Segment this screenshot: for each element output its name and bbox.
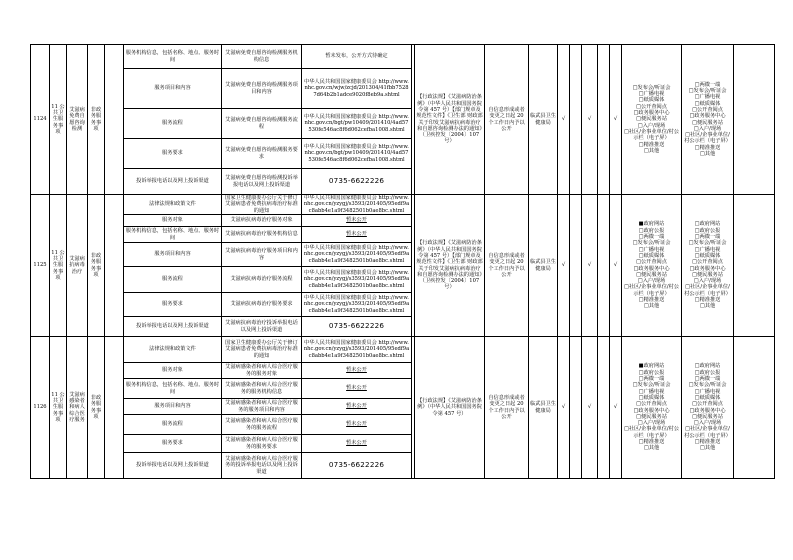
channel-option: □精准推送 bbox=[638, 438, 665, 445]
item-blank bbox=[105, 337, 124, 479]
channel-option: □其他 bbox=[699, 445, 716, 452]
channel-option: □广播电视 bbox=[638, 246, 665, 253]
disclosure-content-text: 中华人民共和国国家健康委员会 http://www.nhc.gov.cn/yzygj/s3593/201405/95edf9ac8abb4e1a9f3482501b0ae8bc.shtml bbox=[303, 245, 410, 264]
level-county-check bbox=[610, 195, 622, 337]
channels-town bbox=[682, 45, 734, 195]
disclosure-basis-doc bbox=[222, 243, 302, 267]
channel-option: □便民服务站 bbox=[692, 413, 723, 420]
scope-specific-check bbox=[570, 195, 582, 337]
disclosure-table bbox=[30, 44, 775, 479]
channel-option: □社区/企事业单位/村公示栏（电子屏） bbox=[684, 284, 731, 297]
item-blank bbox=[105, 45, 124, 195]
disclosure-item-text: 服务要求 bbox=[162, 440, 183, 447]
level-county-check bbox=[610, 337, 622, 479]
item-category bbox=[50, 195, 67, 337]
item-category bbox=[50, 45, 67, 195]
disclosure-item bbox=[124, 435, 222, 453]
channel-option: □其他 bbox=[643, 445, 660, 452]
disclosure-item bbox=[124, 363, 222, 379]
remarks-col bbox=[734, 195, 775, 337]
channel-option: □精准推送 bbox=[694, 438, 721, 445]
disclosure-item bbox=[124, 399, 222, 415]
disclosure-basis-doc-text: 艾滋病抗病毒治疗服务项目和内容 bbox=[225, 248, 298, 261]
channel-option: □便民服务站 bbox=[636, 271, 667, 278]
disclosure-content bbox=[302, 109, 412, 139]
disclosure-content bbox=[302, 69, 412, 109]
disclosure-basis-doc-text: 艾滋病免费自愿咨询检测服务机构信息 bbox=[225, 50, 298, 63]
disclosure-basis-doc bbox=[222, 195, 302, 215]
disclosure-item bbox=[124, 139, 222, 169]
method-active-check bbox=[582, 195, 598, 337]
channels-county bbox=[622, 45, 682, 195]
channel-option: □政务服务中心 bbox=[633, 110, 670, 117]
disclosure-content-text: 暂未发布，公开方式待确定 bbox=[325, 53, 388, 60]
item-type bbox=[88, 337, 105, 479]
channel-option: □便民服务站 bbox=[636, 116, 667, 123]
disclosure-item-text: 投诉举报电话以及网上投诉渠道 bbox=[136, 323, 209, 330]
disclosure-time-text: 自信息形成或者变更之日起 20 个工作日内予以公开 bbox=[488, 394, 525, 420]
channel-option: ■政府网站 bbox=[638, 221, 665, 228]
method-request-check bbox=[598, 195, 610, 337]
item-type bbox=[88, 45, 105, 195]
item-id-text: 1124 bbox=[33, 116, 47, 123]
disclosure-item-text: 服务要求 bbox=[162, 150, 183, 157]
item-name bbox=[67, 45, 88, 195]
disclosure-basis-doc bbox=[222, 435, 302, 453]
content-link bbox=[302, 435, 412, 453]
disclosure-basis-doc-text: 艾滋病抗病毒治疗投诉举报电话以及网上投诉渠道 bbox=[225, 320, 298, 333]
scope-society-check bbox=[558, 45, 570, 195]
disclosure-content bbox=[302, 243, 412, 267]
channel-option: □精准推送 bbox=[694, 296, 721, 303]
channel-option: □两微一端 bbox=[638, 234, 665, 241]
channel-option: □政务服务中心 bbox=[633, 265, 670, 272]
item-name-text: 艾滋病免费自愿咨询检测 bbox=[69, 106, 85, 132]
scope-specific-check bbox=[570, 45, 582, 195]
disclosure-basis-doc-text: 艾滋病抗病毒治疗服务对象 bbox=[230, 217, 293, 224]
level-county-check-text: √ bbox=[613, 262, 618, 269]
disclosure-item-text: 法律法规和政策文件 bbox=[149, 346, 196, 353]
disclosure-basis-doc bbox=[222, 453, 302, 479]
legal-basis bbox=[415, 45, 485, 195]
disclosure-basis-doc-text: 艾滋病感染者和病人综合医疗服务的投诉举报电话以及网上投诉渠道 bbox=[225, 456, 298, 475]
item-id bbox=[31, 45, 50, 195]
disclosure-item bbox=[124, 215, 222, 227]
channels-county bbox=[622, 337, 682, 479]
disclosure-subject bbox=[529, 45, 558, 195]
channel-option: □入户/现场 bbox=[637, 278, 666, 285]
disclosure-content-text: 中华人民共和国国家健康委员会 http://www.nhc.gov.cn/bgt/pw10409/201410/4ad57530fe546ac8f6d062cefba1008.shtml bbox=[304, 144, 409, 163]
level-county-check-text: √ bbox=[613, 404, 618, 411]
disclosure-item bbox=[124, 379, 222, 399]
channel-option: □精准推送 bbox=[638, 141, 665, 148]
disclosure-time-text: 自信息形成或者变更之日起 20 个工作日内予以公开 bbox=[488, 106, 525, 132]
item-name bbox=[67, 337, 88, 479]
disclosure-basis-doc bbox=[222, 169, 302, 195]
legal-basis bbox=[415, 337, 485, 479]
disclosure-basis-doc bbox=[222, 399, 302, 415]
channels-town bbox=[682, 195, 734, 337]
channel-option: □政务服务中心 bbox=[689, 407, 726, 414]
channel-option: □精准推送 bbox=[638, 296, 665, 303]
channel-option: □纸质媒体 bbox=[638, 97, 665, 104]
item-category bbox=[50, 337, 67, 479]
channels-town bbox=[682, 337, 734, 479]
channel-option: □发布会/听证会 bbox=[632, 240, 671, 247]
channel-option: □公开查阅点 bbox=[636, 103, 667, 110]
content-link-text[interactable]: 暂未公开 bbox=[346, 231, 367, 238]
disclosure-basis-doc bbox=[222, 363, 302, 379]
disclosure-item-text: 服务对象 bbox=[162, 367, 183, 374]
channel-option: □发布会/听证会 bbox=[688, 88, 727, 95]
disclosure-item-text: 服务要求 bbox=[162, 301, 183, 308]
content-link-text[interactable]: 暂未公开 bbox=[346, 367, 367, 374]
disclosure-time bbox=[485, 337, 529, 479]
channel-option: □两微一端 bbox=[638, 376, 665, 383]
disclosure-content bbox=[302, 337, 412, 363]
content-link bbox=[302, 415, 412, 435]
disclosure-content-text: 0735-6622226 bbox=[328, 320, 385, 330]
channel-option: □纸质媒体 bbox=[694, 252, 721, 259]
method-request-check bbox=[598, 45, 610, 195]
channel-option: □精准推送 bbox=[694, 144, 721, 151]
disclosure-basis-doc bbox=[222, 267, 302, 293]
channel-option: □社区/企事业单位/村公示栏（电子屏） bbox=[623, 284, 680, 297]
table-row bbox=[31, 337, 775, 363]
disclosure-content-text: 0735-6622226 bbox=[328, 459, 385, 469]
method-active-check bbox=[582, 337, 598, 479]
content-link-text[interactable]: 暂未公开 bbox=[346, 440, 367, 447]
item-type bbox=[88, 195, 105, 337]
channel-option: □广播电视 bbox=[638, 388, 665, 395]
disclosure-item-text: 服务对象 bbox=[162, 217, 183, 224]
disclosure-item-text: 投诉举报电话以及网上投诉渠道 bbox=[136, 462, 209, 469]
channel-option: □入户/现场 bbox=[693, 278, 722, 285]
channel-option: □两微一端 bbox=[694, 81, 721, 88]
scope-society-check-text: √ bbox=[561, 116, 566, 123]
content-link bbox=[302, 227, 412, 243]
disclosure-subject bbox=[529, 195, 558, 337]
disclosure-item-text: 投诉举报电话以及网上投诉渠道 bbox=[136, 178, 209, 185]
disclosure-item bbox=[124, 45, 222, 69]
channel-option: □发布会/听证会 bbox=[632, 382, 671, 389]
channel-option: □便民服务站 bbox=[692, 119, 723, 126]
disclosure-item-text: 服务项目和内容 bbox=[154, 85, 191, 92]
disclosure-basis-doc bbox=[222, 317, 302, 337]
disclosure-content-text: 0735-6622226 bbox=[328, 175, 385, 185]
legal-basis-text: 【行政法规】《艾滋病防治条例》（中华人民共和国国务院令第 457 号）【部门规章及规范性文件】《卫生部 财政部关于印发艾滋病抗病毒治疗和自愿咨询检测办法的通知》（卫疾控发〔2004〕107 号） bbox=[416, 94, 483, 145]
channel-option: □政府网站 bbox=[694, 363, 721, 370]
channel-option: □广播电视 bbox=[638, 91, 665, 98]
item-id bbox=[31, 195, 50, 337]
scope-society-check-text: √ bbox=[561, 262, 566, 269]
disclosure-item bbox=[124, 169, 222, 195]
channel-option: □公开查阅点 bbox=[692, 401, 723, 408]
disclosure-time bbox=[485, 195, 529, 337]
channel-option: □政府公报 bbox=[638, 369, 665, 376]
content-link-text[interactable]: 暂未公开 bbox=[346, 217, 367, 224]
content-link-text[interactable]: 暂未公开 bbox=[346, 421, 367, 428]
remarks-col bbox=[734, 337, 775, 479]
disclosure-item bbox=[124, 453, 222, 479]
method-active-check-text: √ bbox=[587, 404, 592, 411]
disclosure-basis-doc-text: 艾滋病免费自愿咨询检测服务要求 bbox=[225, 147, 298, 160]
method-active-check-text: √ bbox=[587, 262, 592, 269]
channel-option: □入户/现场 bbox=[637, 122, 666, 129]
channel-option: □公开查阅点 bbox=[692, 259, 723, 266]
scope-society-check bbox=[558, 195, 570, 337]
disclosure-item bbox=[124, 337, 222, 363]
channel-option: □其他 bbox=[699, 150, 716, 157]
channel-option: □政府公报 bbox=[694, 227, 721, 234]
disclosure-time bbox=[485, 45, 529, 195]
disclosure-content bbox=[302, 267, 412, 293]
channel-option: □发布会/听证会 bbox=[688, 382, 727, 389]
channel-option: □便民服务站 bbox=[692, 271, 723, 278]
channel-option: □政务服务中心 bbox=[689, 113, 726, 120]
content-link bbox=[302, 379, 412, 399]
disclosure-item-text: 服务流程 bbox=[162, 120, 183, 127]
legal-basis-text: 【行政法规】《艾滋病防治条例》（中华人民共和国国务院令第 457 号） bbox=[417, 398, 482, 417]
item-type-text: 非政务服务事项 bbox=[90, 252, 102, 278]
item-category-text: 11 公共卫生服务事项 bbox=[51, 249, 65, 281]
disclosure-basis-doc-text: 国家卫生健康委办公厅关于修订艾滋病患者免费抗病毒治疗标准的通知 bbox=[225, 195, 298, 214]
channel-option: □政府公报 bbox=[694, 369, 721, 376]
channel-option: □广播电视 bbox=[694, 388, 721, 395]
channel-option: □政府公报 bbox=[638, 227, 665, 234]
item-category-text: 11 公共卫生服务事项 bbox=[51, 103, 65, 135]
disclosure-item bbox=[124, 317, 222, 337]
disclosure-content bbox=[302, 453, 412, 479]
disclosure-subject bbox=[529, 337, 558, 479]
item-category-text: 11 公共卫生服务事项 bbox=[51, 391, 65, 423]
disclosure-basis-doc bbox=[222, 139, 302, 169]
disclosure-basis-doc-text: 艾滋病免费自愿咨询检测投诉举报电话以及网上投诉渠道 bbox=[225, 175, 298, 188]
scope-society-check-text: √ bbox=[561, 404, 566, 411]
channel-option: □政府网站 bbox=[694, 221, 721, 228]
item-type-text: 非政务服务事项 bbox=[90, 394, 102, 420]
channel-option: □纸质媒体 bbox=[638, 394, 665, 401]
disclosure-basis-doc bbox=[222, 379, 302, 399]
method-request-check bbox=[598, 337, 610, 479]
item-name-text: 艾滋病感染者和病人综合医疗服务 bbox=[69, 391, 85, 423]
level-county-check-text: √ bbox=[613, 116, 618, 123]
disclosure-basis-doc-text: 国家卫生健康委办公厅关于修订艾滋病患者免费抗病毒治疗标准的通知 bbox=[225, 340, 298, 359]
channel-option: □便民服务站 bbox=[636, 413, 667, 420]
disclosure-content-text: 中华人民共和国国家健康委员会 http://www.nhc.gov.cn/yzygj/s3593/201405/95edf9ac8abb4e1a9f3482501b0ae8bc.shtml bbox=[303, 270, 410, 289]
remarks-col bbox=[734, 45, 775, 195]
disclosure-subject-text: 临武县卫生健康局 bbox=[530, 259, 556, 272]
channel-option: □发布会/听证会 bbox=[632, 84, 671, 91]
disclosure-time-text: 自信息形成或者变更之日起 20 个工作日内予以公开 bbox=[488, 252, 525, 278]
disclosure-basis-doc-text: 艾滋病抗病毒治疗服务流程 bbox=[230, 276, 293, 283]
channel-option: □其他 bbox=[643, 147, 660, 154]
channel-option: □纸质媒体 bbox=[694, 100, 721, 107]
disclosure-content bbox=[302, 317, 412, 337]
method-active-check-text: √ bbox=[587, 116, 592, 123]
content-link-text[interactable]: 暂未公开 bbox=[346, 385, 367, 392]
disclosure-content bbox=[302, 195, 412, 215]
disclosure-basis-doc bbox=[222, 109, 302, 139]
disclosure-basis-doc-text: 艾滋病感染者和病人综合医疗服务的服务流程 bbox=[225, 418, 298, 431]
item-blank bbox=[105, 195, 124, 337]
disclosure-basis-doc-text: 艾滋病免费自愿咨询检测服务项目和内容 bbox=[225, 82, 298, 95]
channel-option: □发布会/听证会 bbox=[688, 240, 727, 247]
disclosure-item-text: 服务项目和内容 bbox=[154, 251, 191, 258]
legal-basis bbox=[415, 195, 485, 337]
disclosure-item-text: 法律法规和政策文件 bbox=[149, 201, 196, 208]
channel-option: □公开查阅点 bbox=[636, 401, 667, 408]
disclosure-item-text: 服务项目和内容 bbox=[154, 403, 191, 410]
channel-option: □社区/企事业单位/村公示栏（电子屏） bbox=[684, 132, 731, 145]
legal-basis-text: 【行政法规】《艾滋病防治条例》（中华人民共和国国务院令第 457 号）【部门规章及规范性文件】《卫生部 财政部关于印发艾滋病抗病毒治疗和自愿咨询检测办法的通知》（卫疾控发〔2004〕107 号） bbox=[416, 240, 483, 291]
disclosure-content bbox=[302, 139, 412, 169]
disclosure-item bbox=[124, 109, 222, 139]
disclosure-basis-doc-text: 艾滋病免费自愿咨询检测服务流程 bbox=[225, 117, 298, 130]
disclosure-subject-text: 临武县卫生健康局 bbox=[530, 113, 556, 126]
disclosure-item-text: 服务流程 bbox=[162, 421, 183, 428]
item-name-text: 艾滋病抗病毒治疗 bbox=[69, 256, 85, 275]
content-link bbox=[302, 215, 412, 227]
item-name bbox=[67, 195, 88, 337]
level-county-check bbox=[610, 45, 622, 195]
table-row bbox=[31, 45, 775, 69]
channel-option: □入户/现场 bbox=[637, 420, 666, 427]
channel-option: □广播电视 bbox=[694, 94, 721, 101]
disclosure-item-text: 服务流程 bbox=[162, 276, 183, 283]
disclosure-content-text: 中华人民共和国国家健康委员会 http://www.nhc.gov.cn/yzygj/s3593/201405/95edf9ac8abb4e1a9f3482501b0ae8bc.shtml bbox=[303, 295, 410, 314]
channel-option: □公开查阅点 bbox=[636, 259, 667, 266]
content-link bbox=[302, 399, 412, 415]
disclosure-content bbox=[302, 293, 412, 317]
method-active-check bbox=[582, 45, 598, 195]
channels-county bbox=[622, 195, 682, 337]
disclosure-item-text: 服务机构信息，包括名称、地点、服务时间 bbox=[125, 50, 220, 63]
disclosure-item bbox=[124, 195, 222, 215]
disclosure-basis-doc bbox=[222, 227, 302, 243]
disclosure-item bbox=[124, 227, 222, 243]
disclosure-basis-doc-text: 艾滋病感染者和病人综合医疗服务的服务机构信息 bbox=[225, 382, 298, 395]
channel-option: □纸质媒体 bbox=[694, 394, 721, 401]
disclosure-basis-doc-text: 艾滋病抗病毒治疗服务要求 bbox=[230, 301, 293, 308]
channel-option: □其他 bbox=[643, 303, 660, 310]
channel-option: □政务服务中心 bbox=[689, 265, 726, 272]
disclosure-basis-doc-text: 艾滋病感染者和病人综合医疗服务的服务对象 bbox=[225, 364, 298, 377]
disclosure-item bbox=[124, 267, 222, 293]
channel-option: □其他 bbox=[699, 303, 716, 310]
disclosure-content-text: 中华人民共和国国家健康委员会 http://www.nhc.gov.cn/yzygj/s3593/201405/95edf9ac8abb4e1a9f3482501b0ae8bc.shtml bbox=[303, 340, 410, 359]
disclosure-content-text: 中华人民共和国国家健康委员会 http://www.nhc.gov.cn/bgt/pw10409/201410/4ad57530fe546ac8f6d062cefba1008.shtml bbox=[304, 114, 409, 133]
channel-option: ■政府网站 bbox=[638, 363, 665, 370]
channel-option: □政务服务中心 bbox=[633, 407, 670, 414]
item-id-text: 1125 bbox=[33, 262, 47, 269]
disclosure-basis-doc-text: 艾滋病感染者和病人综合医疗服务的服务要求 bbox=[225, 437, 298, 450]
disclosure-item bbox=[124, 293, 222, 317]
disclosure-basis-doc-text: 艾滋病感染者和病人综合医疗服务的服务项目和内容 bbox=[225, 400, 298, 413]
disclosure-basis-doc bbox=[222, 45, 302, 69]
table-row bbox=[31, 195, 775, 215]
content-link bbox=[302, 363, 412, 379]
disclosure-basis-doc bbox=[222, 415, 302, 435]
disclosure-basis-doc bbox=[222, 69, 302, 109]
disclosure-content bbox=[302, 169, 412, 195]
disclosure-item bbox=[124, 243, 222, 267]
item-type-text: 非政务服务事项 bbox=[90, 106, 102, 132]
scope-society-check bbox=[558, 337, 570, 479]
channel-option: □社区/企事业单位/村公示栏（电子屏） bbox=[623, 426, 680, 439]
channel-option: □社区/企事业单位/村公示栏（电子屏） bbox=[684, 426, 731, 439]
disclosure-item bbox=[124, 415, 222, 435]
disclosure-basis-doc-text: 艾滋病抗病毒治疗服务机构信息 bbox=[225, 231, 298, 238]
disclosure-content-text: 中华人民共和国国家健康委员会 http://www.nhc.gov.cn/wjw/zcjd/201304/41fbb75287d64b2b1adce9020f8eb9a.shtml bbox=[304, 79, 409, 98]
disclosure-content bbox=[302, 45, 412, 69]
channel-option: □纸质媒体 bbox=[638, 252, 665, 259]
disclosure-content-text: 中华人民共和国国家健康委员会 http://www.nhc.gov.cn/yzygj/s3593/201405/95edf9ac8abb4e1a9f3482501b0ae8bc.shtml bbox=[303, 195, 410, 214]
channel-option: □广播电视 bbox=[694, 246, 721, 253]
channel-option: □入户/现场 bbox=[693, 420, 722, 427]
scope-specific-check bbox=[570, 337, 582, 479]
channel-option: □两微一端 bbox=[694, 376, 721, 383]
channel-option: □入户/现场 bbox=[693, 125, 722, 132]
channel-option: □两微一端 bbox=[694, 234, 721, 241]
item-id-text: 1126 bbox=[33, 404, 47, 411]
disclosure-item-text: 服务机构信息，包括名称、地点、服务时间 bbox=[125, 228, 220, 241]
channel-option: □社区/企事业单位/村公示栏（电子屏） bbox=[623, 128, 680, 142]
disclosure-basis-doc bbox=[222, 293, 302, 317]
channel-option: □公开查阅点 bbox=[692, 106, 723, 113]
disclosure-basis-doc bbox=[222, 215, 302, 227]
item-id bbox=[31, 337, 50, 479]
disclosure-subject-text: 临武县卫生健康局 bbox=[530, 401, 556, 414]
disclosure-basis-doc bbox=[222, 337, 302, 363]
disclosure-item bbox=[124, 69, 222, 109]
content-link-text[interactable]: 暂未公开 bbox=[346, 403, 367, 410]
disclosure-item-text: 服务机构信息，包括名称、地点、服务时间 bbox=[125, 382, 220, 395]
